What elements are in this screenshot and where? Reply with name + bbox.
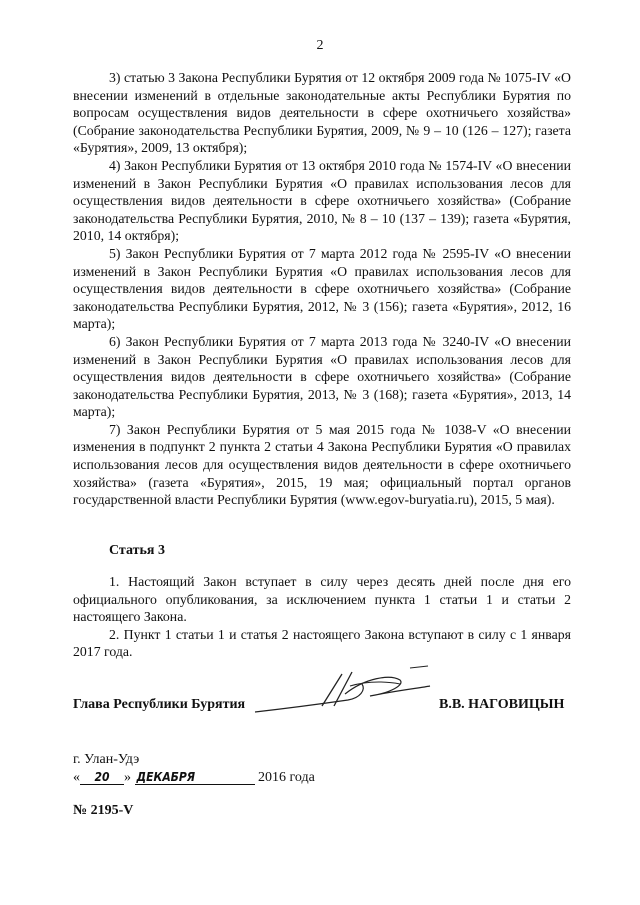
city: г. Улан-Удэ	[73, 752, 140, 767]
date-day: 20	[80, 770, 124, 785]
list-item-7: 7) Закон Республики Бурятия от 5 мая 2015 года № 1038-V «О внесении изменения в подпункт 2 пункта 2 статьи 4 Закона Республики Бурятия «О правилах использования лесов для осуществления видов деятельности в сфере охотничьего хозяйства» (газета «Бурятия», 2015, 19 мая; официальный портал органов государственной власти Республики Бурятия (www.egov-buryatia.ru), 2015, 5 мая).	[73, 421, 571, 508]
quote-open: «	[73, 770, 80, 785]
signatory-title: Глава Республики Бурятия	[73, 697, 246, 712]
amendments-list	[73, 69, 571, 509]
signing-date	[73, 770, 315, 786]
list-item-4: 4) Закон Республики Бурятия от 13 октября 2010 года № 1574-IV «О внесении изменений в Закон Республики Бурятия «О правилах использования лесов для осуществления видов деятельности в сфере охотничьего хозяйства» (Собрание законодательства Республики Бурятия, 2010, № 8 – 10 (137 – 139); газета «Бурятия, 2010, 14 октября);	[73, 157, 571, 244]
article-paragraph-2: 2. Пункт 1 статьи 1 и статья 2 настоящего Закона вступают в силу с 1 января 2017 года.	[73, 626, 571, 660]
page-number: 2	[316, 38, 324, 53]
signatory-name: В.В. НАГОВИЦЫН	[439, 697, 565, 712]
handwritten-signature	[250, 660, 440, 720]
list-item-6: 6) Закон Республики Бурятия от 7 марта 2013 года № 3240-IV «О внесении изменений в Закон Республики Бурятия «О правилах использования лесов для осуществления видов деятельности в сфере охотничьего хозяйства» (Собрание законодательства Республики Бурятия, 2013, № 3 (168); газета «Бурятия», 2013, 14 марта);	[73, 333, 571, 420]
document-number: № 2195-V	[73, 803, 134, 818]
list-item-5: 5) Закон Республики Бурятия от 7 марта 2012 года № 2595-IV «О внесении изменений в Закон Республики Бурятия «О правилах использования лесов для осуществления видов деятельности в сфере охотничьего хозяйства» (Собрание законодательства Республики Бурятия, 2012, № 3 (156); газета «Бурятия», 2012, 16 марта);	[73, 245, 571, 332]
date-month: ДЕКАБРЯ	[135, 770, 255, 785]
article-heading: Статья 3	[109, 543, 165, 558]
article-body	[73, 573, 571, 661]
article-paragraph-1: 1. Настоящий Закон вступает в силу через десять дней после дня его официального опубликования, за исключением пункта 1 статьи 1 и статьи 2 настоящего Закона.	[73, 574, 571, 625]
date-year: 2016 года	[258, 770, 315, 785]
list-item-3: 3) статью 3 Закона Республики Бурятия от 12 октября 2009 года № 1075-IV «О внесении изменений в отдельные законодательные акты Республики Бурятия по вопросам осуществления видов деятельности в сфере охотничьего хозяйства» (Собрание законодательства Республики Бурятия, 2009, № 9 – 10 (126 – 127); газета «Бурятия», 2009, 13 октября);	[73, 70, 571, 156]
quote-close: »	[124, 770, 131, 785]
